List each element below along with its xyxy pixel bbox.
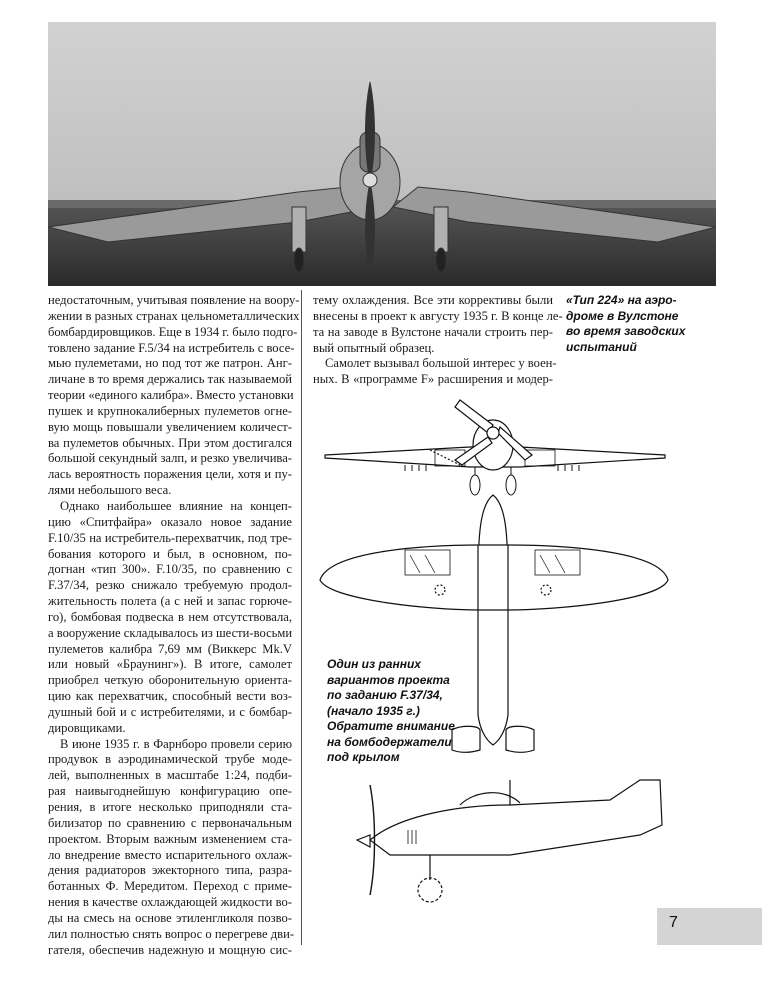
text-column-right [313,293,563,388]
text-line: пушек и крупнокалиберных пулеметов огне- [48,403,292,418]
photo-caption [566,293,685,355]
text-line: лась вероятность поражения цели, хотя и пу- [48,467,292,482]
text-line: душный бой и с истребителями, и с бомбар- [48,704,292,719]
text-line: бомбардировщиков. Еще в 1934 г. было подго- [48,324,298,339]
text-line: рая наивыгоднейшую конфигурацию опе- [48,784,292,799]
text-line: рения, в итоге несколько приподняли ста- [48,800,292,814]
text-line: ных. В «программе F» расширения и модер- [313,372,553,387]
text-line: гателя, обеспечив надежную и мощную сис- [48,942,292,957]
page-number: 7 [669,914,678,931]
text-line: ва пулеметов обычных. При этом достигался [48,435,292,450]
text-line: или новый «Браунинг»). В итоге, самолет [48,657,292,672]
text-line: Самолет вызывал большой интерес у воен- [325,356,557,371]
text-line: F.37/34, резко снижало требуемую продол- [48,578,292,593]
caption-line: под крылом [327,750,400,764]
column-divider [301,290,302,945]
text-column-left [48,293,300,958]
text-line: та на заводе в Вулстоне начали строить пер- [313,324,553,339]
text-line: жительность полета (а с ней и запас горюче- [48,594,292,609]
text-line: тему охлаждения. Все эти коррективы были [313,293,553,307]
text-line: а вооружение складывалось из шести-восьми [48,625,293,640]
text-line: жении в разных странах цельнометаллических [48,308,300,323]
text-line: теории «единого калибра». Вместо установки [48,388,294,403]
text-line: большой секундный залп, и резко увеличива- [48,451,292,466]
caption-line: «Тип 224» на аэро- [566,293,677,307]
text-line: недостаточным, учитывая появление на воору- [48,293,300,307]
text-line: лей, выполненных в масштабе 1:24, подби- [48,768,292,783]
side-view-drawing [357,780,662,902]
text-line: внесены в проект к августу 1935 г. В конце ле- [313,308,563,323]
text-line: F.10/35 на истребитель-перехватчик, под тре- [48,530,292,545]
text-line: В июне 1935 г. в Фарнборо провели серию [60,736,292,751]
caption-line: Обратите внимание [327,719,455,733]
text-line: приобрел четкую оборонительную ориента- [48,673,292,688]
text-line: лил полностью снять вопрос о перегреве дви- [48,926,295,941]
text-line: товлено задание F.5/34 на истребитель с восе- [48,340,295,355]
text-line: ботанных Ф. Мередитом. Переход с приме- [48,879,292,894]
caption-line: испытаний [566,339,637,354]
text-line: цию как перехватчик, способный вести воз- [48,689,292,704]
text-line: дения радиаторов эжекторного типа, разра- [48,863,292,878]
caption-line: Один из ранних [327,657,421,671]
front-view-drawing [325,400,665,495]
text-line: цию «Спитфайра» оказало новое задание [48,514,292,529]
text-line: мью пулеметами, но под тот же патрон. Анг- [48,356,292,371]
text-line: продувок в аэродинамической трубе моде- [48,752,292,767]
text-line: Однако наибольшее влияние на концеп- [60,498,292,513]
text-line: нения в качестве охлаждающей жидкости во- [48,895,292,910]
text-line: догнан «тип 300». F.10/35, по сравнению с [48,562,292,577]
text-line: пулеметов калибра 7,69 мм (Виккерс Mk.V [48,641,292,656]
text-line: проектом. Вторым важным изменением ста- [48,831,292,846]
text-line: билизатор по сравнению с первоначальным [48,815,292,830]
text-line: вую мощь повышали увеличением количест- [48,419,292,434]
text-line: бования которого и был, в основном, по- [48,546,292,561]
text-line: ды на смесь на основе этиленгликоля позво- [48,910,292,925]
caption-line: во время заводских [566,324,686,338]
caption-line: (начало 1935 г.) [327,703,420,718]
text-line: лями небольшого веса. [48,483,172,498]
caption-line: по заданию F.37/34, [327,688,443,702]
text-line: ло внедрение вместо испарительного охлаж- [48,847,292,862]
caption-line: на бомбодержатели [327,734,452,749]
text-line: дировщиками. [48,720,126,735]
text-line: го), бомбовая подвеска в нем отсутствовала, [48,609,292,624]
text-line: личане в то время держались так называемой [48,372,292,387]
drawing-caption [327,657,455,766]
caption-line: дроме в Вулстоне [566,308,679,323]
caption-line: вариантов проекта [327,672,450,687]
aircraft-photo [48,22,716,286]
text-line: вый опытный образец. [313,340,435,355]
